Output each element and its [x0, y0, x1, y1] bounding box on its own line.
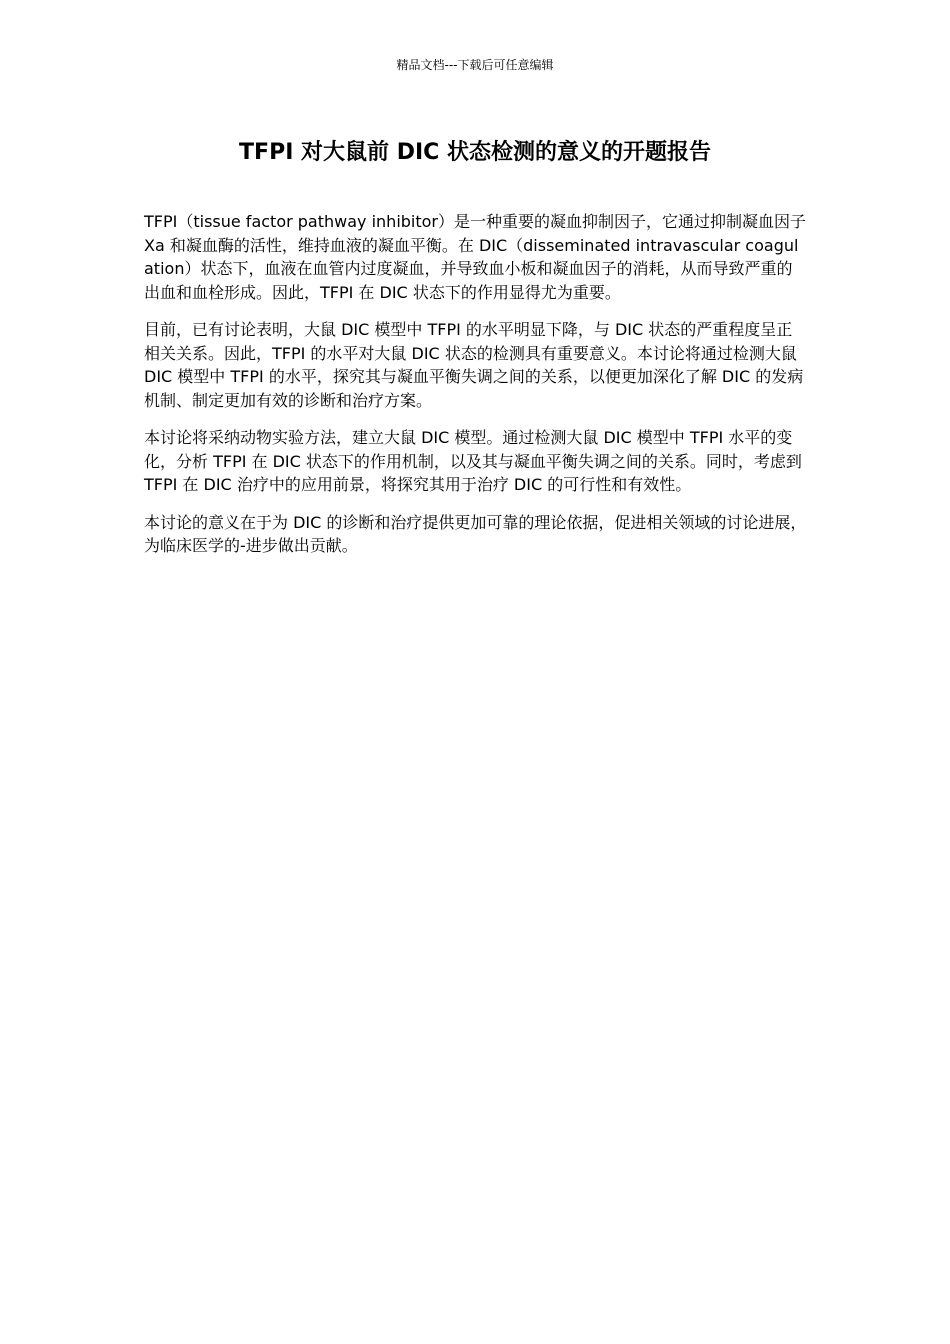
body-paragraph-2: 目前，已有讨论表明，大鼠 DIC 模型中 TFPI 的水平明显下降，与 DIC 状态的严重程度呈正相关关系。因此，TFPI 的水平对大鼠 DIC 状态的检测具有重要意义。本讨论将通过检测大鼠 DIC 模型中 TFPI 的水平，探究其与凝血平衡失调之间的关系，以便更加深化了解 DIC 的发病机制、制定更加有效的诊断和治疗方案。 — [144, 320, 804, 410]
page-header: 精品文档---下载后可任意编辑 — [396, 58, 554, 72]
body-paragraph-4: 本讨论的意义在于为 DIC 的诊断和治疗提供更加可靠的理论依据，促进相关领域的讨论进展，为临床医学的-进步做出贡献。 — [144, 512, 807, 555]
body-paragraph-1: TFPI（tissue factor pathway inhibitor）是一种重要的凝血抑制因子，它通过抑制凝血因子 Xa 和凝血酶的活性，维持血液的凝血平衡。在 DIC（disseminated intravascular coagulation）状态下，血液在血管内过度凝血，并导致血小板和凝血因子的消耗，从而导致严重的出血和血栓形成。因此，TFPI 在 DIC 状态下的作用显得尤为重要。 — [144, 212, 807, 302]
document-title: TFPI 对大鼠前 DIC 状态检测的意义的开题报告 — [239, 140, 711, 165]
body-paragraph-3: 本讨论将采纳动物实验方法，建立大鼠 DIC 模型。通过检测大鼠 DIC 模型中 TFPI 水平的变化，分析 TFPI 在 DIC 状态下的作用机制，以及其与凝血平衡失调之间的关系。同时，考虑到 TFPI 在 DIC 治疗中的应用前景，将探究其用于治疗 DIC 的可行性和有效性。 — [144, 428, 802, 494]
document-body — [144, 210, 808, 572]
